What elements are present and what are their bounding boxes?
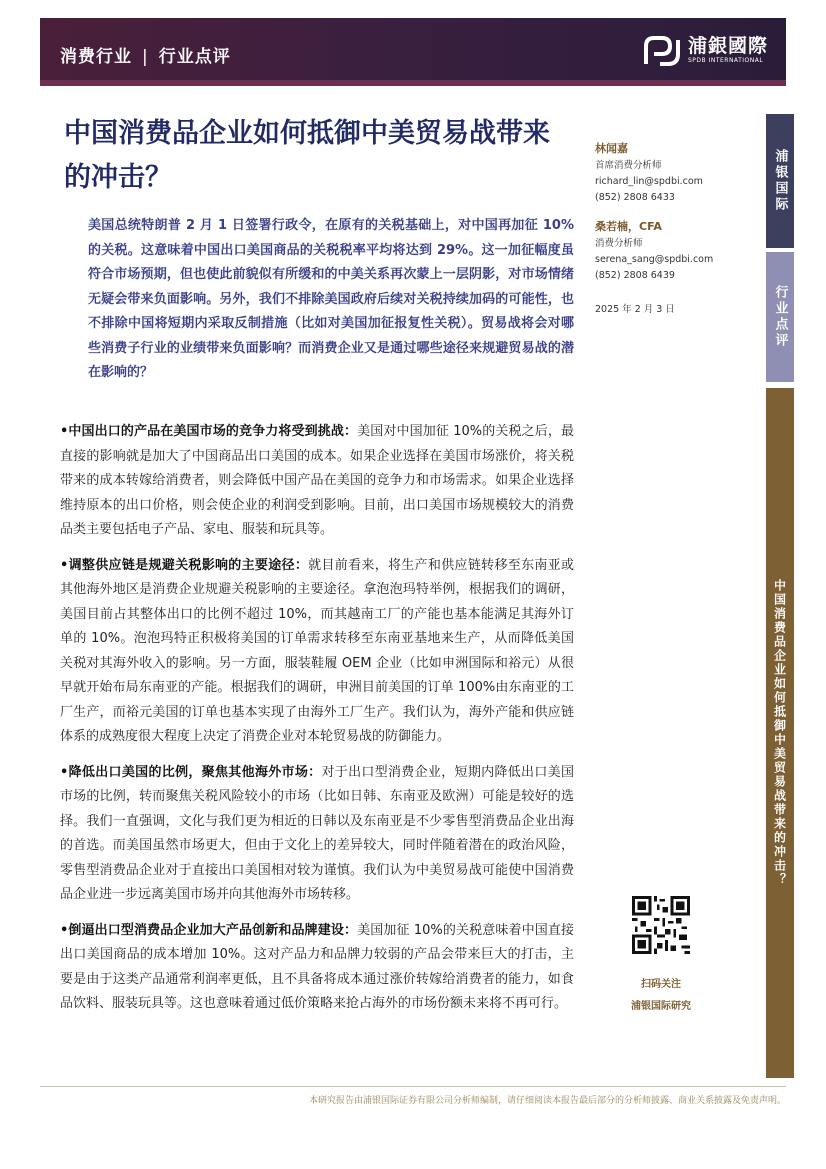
analyst-email[interactable]: richard_lin@spdbi.com	[595, 176, 703, 187]
header-category	[60, 42, 231, 67]
analyst-phone: (852) 2808 6433	[595, 192, 675, 203]
qr-caption-name: 浦银国际研究	[631, 1001, 691, 1012]
brand-tab	[766, 114, 794, 248]
type-tab-label: 行业点评	[772, 285, 788, 349]
section-text: 美国加征 10%的关税意味着中国直接出口美国商品的成本增加 10%。这对产品力和品牌力较弱的产品会带来巨大的打击，主要是由于这类产品通常利润率更低，且不具备将成本通过涨价转嫁给消费者的能力，如食品饮料、服装玩具等。这也意味着通过低价策略来抢占海外的市场份额未来将不再可行。	[60, 922, 575, 1011]
logo-en: SPDB INTERNATIONAL	[687, 57, 764, 64]
body-sections	[60, 420, 574, 1028]
header-section: 消费行业	[60, 47, 132, 67]
analyst-name: 桑若楠，CFA	[595, 220, 662, 233]
footer-disclaimer: 本研究报告由浦银国际证券有限公司分析师编制，请仔细阅读本报告最后部分的分析师披露、商业关系披露及免责声明。	[308, 1096, 786, 1106]
section-text: 美国对中国加征 10%的关税之后，最直接的影响就是加大了中国商品出口美国的成本。如果企业选择在美国市场涨价，将关税带来的成本转嫁给消费者，则会降低中国产品在美国的竞争力和市场需求。如果企业选择维持原本的出口价格，则会使企业的利润受到影响。目前，出口美国市场规模较大的消费品类主要包括电子产品、家电、服装和玩具等。	[60, 424, 575, 537]
footer-divider	[40, 1086, 786, 1087]
header-separator: |	[142, 47, 149, 67]
logo-cn: 浦銀國際	[687, 35, 768, 57]
analyst-role: 消费分析师	[595, 238, 643, 249]
spdb-logo-icon	[642, 34, 682, 68]
section-supply-chain	[60, 554, 574, 750]
company-logo	[642, 34, 768, 68]
section-lead: •倒逼出口型消费品企业加大产品创新和品牌建设：	[60, 922, 358, 938]
header-banner	[40, 18, 786, 86]
section-other-markets	[60, 761, 574, 908]
qr-caption-follow: 扫码关注	[641, 979, 681, 990]
analyst-phone: (852) 2808 6439	[595, 270, 675, 281]
section-text: 对于出口型消费企业，短期内降低出口美国市场的比例，转而聚焦关税风险较小的市场（比如日韩、东南亚及欧洲）可能是较好的选择。我们一直强调，文化与我们更为相近的日韩以及东南亚是不少零售型消费品企业出海的首选。而美国虽然市场更大，但由于文化上的差异较大，同时伴随着潜在的政治风险，零售型消费品企业对于直接出口美国相对较为谨慎。我们认为中美贸易战可能使中国消费品企业进一步远离美国市场并向其他海外市场转移。	[60, 764, 574, 902]
analyst-email[interactable]: serena_sang@spdbi.com	[595, 254, 714, 265]
analyst-role: 首席消费分析师	[595, 160, 662, 171]
report-date: 2025 年 2 月 3 日	[595, 304, 675, 315]
brand-tab-label: 浦银国际	[772, 149, 788, 213]
analyst-list	[595, 140, 755, 284]
title-tab-label: 中国消费品企业如何抵御中美贸易战带来的冲击？	[772, 579, 787, 887]
section-text: 就目前看来，将生产和供应链转移至东南亚或其他海外地区是消费企业规避关税影响的主要途径。拿泡泡玛特举例，根据我们的调研，美国目前占其整体出口的比例不超过 10%，而其越南工厂的产能也基本能满足其海外订单的 10%。泡泡玛特正积极将美国的订单需求转移至东南亚基地来生产，从而降低美国关税对其海外收入的影响。另一方面，服装鞋履 OEM 企业（比如申洲国际和裕元）从很早就开始布局东南亚的产能。根据我们的调研，申洲目前美国的订单 100%由东南亚的工厂生产，而裕元美国的订单也基本实现了由海外工厂生产。我们认为，海外产能和供应链体系的成熟度很大程度上决定了消费企业对本轮贸易战的防御能力。	[60, 557, 574, 744]
title-tab	[766, 388, 794, 1078]
analyst-name: 林闻嘉	[595, 142, 628, 155]
type-tab	[766, 252, 794, 382]
section-competitiveness	[60, 420, 574, 543]
qr-code-icon	[632, 896, 690, 954]
section-lead: •调整供应链是规避关税影响的主要途径：	[60, 557, 309, 573]
section-innovation	[60, 919, 574, 1017]
header-type: 行业点评	[158, 47, 231, 67]
section-lead: •降低出口美国的比例，聚焦其他海外市场：	[60, 764, 322, 780]
qr-caption	[602, 974, 720, 1018]
summary-paragraph: 美国总统特朗普 2 月 1 日签署行政令，在原有的关税基础上，对中国再加征 10%的关税。这意味着中国出口美国商品的关税税率平均将达到 29%。这一加征幅度虽符合市场预期，但也使此前貌似有所缓和的中美关系再次蒙上一层阴影，对市场情绪无疑会带来负面影响。另外，我们不排除美国政府后续对关税持续加码的可能性，也不排除中国将短期内采取反制措施（比如对美国加征报复性关税）。贸易战将会对哪些消费子行业的业绩带来负面影响？而消费企业又是通过哪些途径来规避贸易战的潜在影响的？	[88, 218, 574, 380]
page-title: 中国消费品企业如何抵御中美贸易战带来的冲击？	[64, 118, 550, 193]
section-lead: •中国出口的产品在美国市场的竞争力将受到挑战：	[60, 424, 358, 439]
